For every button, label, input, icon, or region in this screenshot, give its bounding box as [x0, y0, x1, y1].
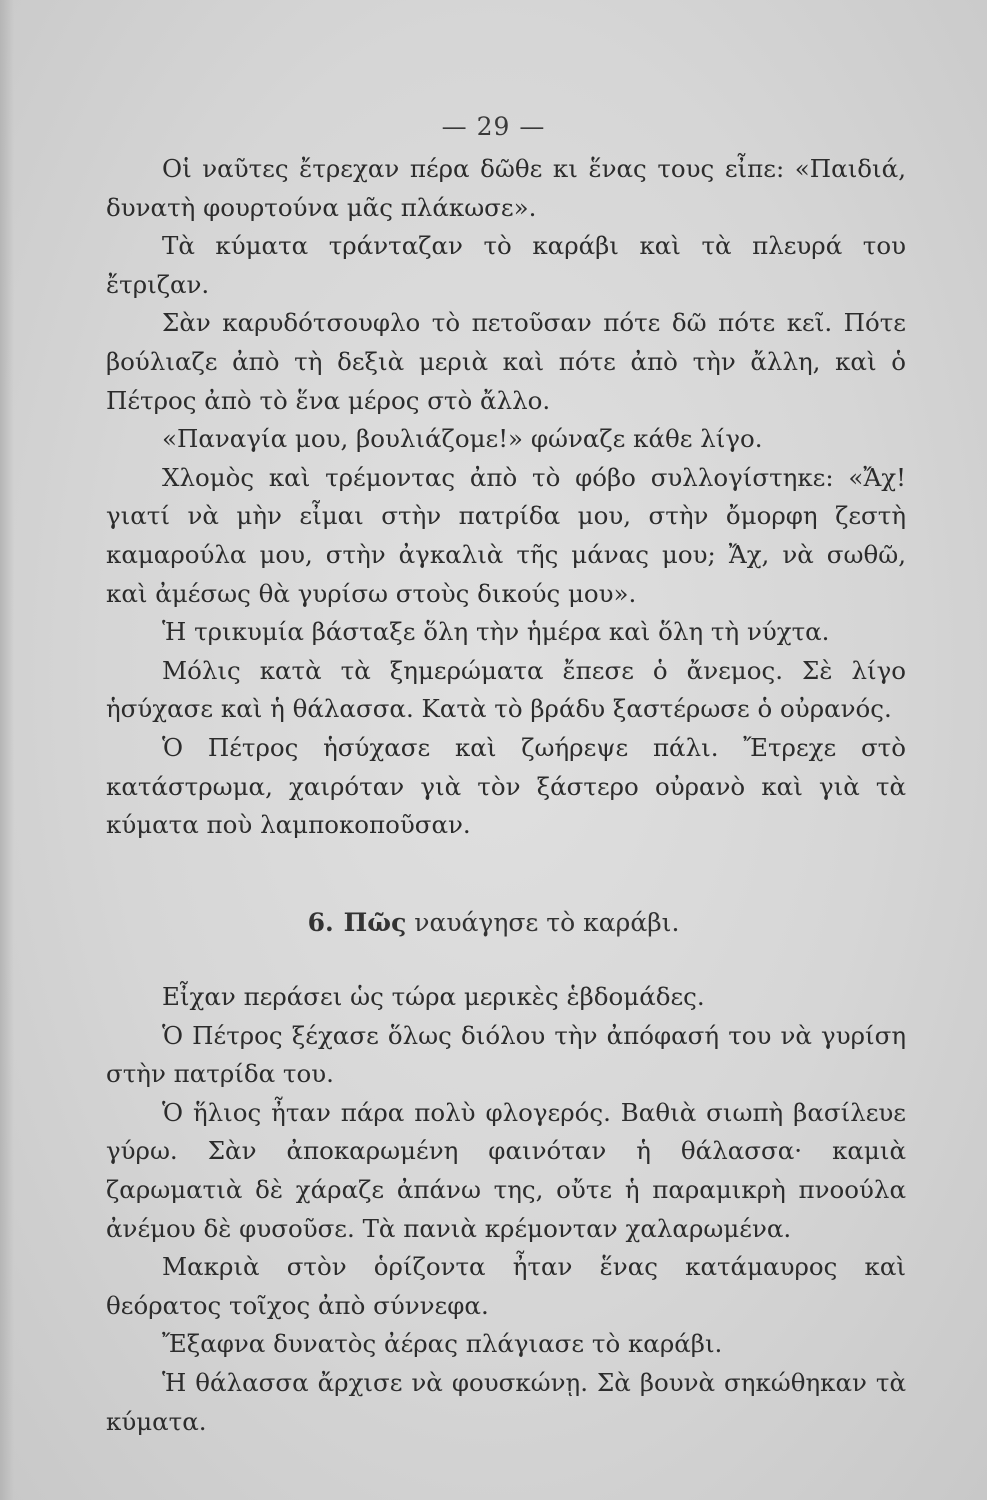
section-1-text	[106, 150, 906, 845]
paragraph: Ὁ Πέτρος ἡσύχασε καὶ ζωήρεψε πάλι. Ἔτρεχε στὸ κατάστρωμα, χαιρόταν γιὰ τὸν ξάστερο οὐρανὸ καὶ γιὰ τὰ κύματα ποὺ λαμποκοποῦσαν.	[106, 732, 906, 840]
paragraph: Οἱ ναῦτες ἔτρεχαν πέρα δῶθε κι ἕνας τους εἶπε: «Παιδιά, δυνατὴ φουρτούνα μᾶς πλάκωσε».	[106, 154, 906, 222]
paragraph: Ἔξαφνα δυνατὸς ἀέρας πλάγιασε τὸ καράβι.	[162, 1329, 723, 1359]
paragraph: Μακριὰ στὸν ὁρίζοντα ἦταν ἕνας κατάμαυρος καὶ θεόρατος τοῖχος ἀπὸ σύννεφα.	[106, 1252, 906, 1320]
paragraph: Σὰν καρυδότσουφλο τὸ πετοῦσαν πότε δῶ πότε κεῖ. Πότε βούλιαζε ἀπὸ τὴ δεξιὰ μεριὰ καὶ πότε ἀπὸ τὴν ἄλλη, καὶ ὁ Πέτρος ἀπὸ τὸ ἕνα μέρος στὸ ἄλλο.	[106, 308, 906, 415]
paragraph: Μόλις κατὰ τὰ ξημερώματα ἔπεσε ὁ ἄνεμος. Σὲ λίγο ἡσύχασε καὶ ἡ θάλασσα. Κατὰ τὸ βράδυ ξαστέρωσε ὁ οὐρανός.	[106, 655, 906, 724]
paragraph: «Παναγία μου, βουλιάζομε!» φώναζε κάθε λίγο.	[162, 424, 763, 454]
section-2-text	[106, 978, 906, 1441]
paragraph: Ἡ τρικυμία βάσταξε ὅλη τὴν ἡμέρα καὶ ὅλη τὴ νύχτα.	[162, 617, 830, 647]
paragraph: Τὰ κύματα τράνταζαν τὸ καράβι καὶ τὰ πλευρά του ἔτριζαν.	[106, 231, 906, 299]
section-title: ναυάγησε τὸ καράβι.	[414, 908, 680, 937]
paragraph: Ὁ Πέτρος ξέχασε ὅλως διόλου τὴν ἀπόφασή του νὰ γυρίση στὴν πατρίδα του.	[106, 1020, 906, 1089]
section-title-bold: Πῶς	[343, 908, 407, 937]
page-edge-shadow	[0, 0, 14, 1500]
section-number: 6.	[307, 908, 334, 937]
page-number: — 29 —	[441, 112, 546, 141]
section-heading	[0, 908, 987, 937]
paragraph: Ἡ θάλασσα ἄρχισε νὰ φουσκώνῃ. Σὰ βουνὰ σηκώθηκαν τὰ κύματα.	[106, 1367, 906, 1436]
paragraph: Χλομὸς καὶ τρέμοντας ἀπὸ τὸ φόβο συλλογίστηκε: «Ἄχ! γιατί νὰ μὴν εἶμαι στὴν πατρίδα μου, στὴν ὄμορφη ζεστὴ καμαρούλα μου, στὴν ἀγκαλιὰ τῆς μάνας μου; Ἄχ, νὰ σωθῶ, καὶ ἀμέσως θὰ γυρίσω στοὺς δικούς μου».	[106, 462, 906, 608]
paragraph: Ὁ ἥλιος ἦταν πάρα πολὺ φλογερός. Βαθιὰ σιωπὴ βασίλευε γύρω. Σὰν ἀποκαρωμένη φαινόταν ἡ θάλασσα· καμιὰ ζαρωματιὰ δὲ χάραζε ἀπάνω της, οὔτε ἡ παραμικρὴ πνοούλα ἀνέμου δὲ φυσοῦσε. Τὰ πανιὰ κρέμονταν χαλαρωμένα.	[106, 1097, 906, 1243]
paragraph: Εἶχαν περάσει ὡς τώρα μερικὲς ἑβδομάδες.	[162, 982, 705, 1011]
